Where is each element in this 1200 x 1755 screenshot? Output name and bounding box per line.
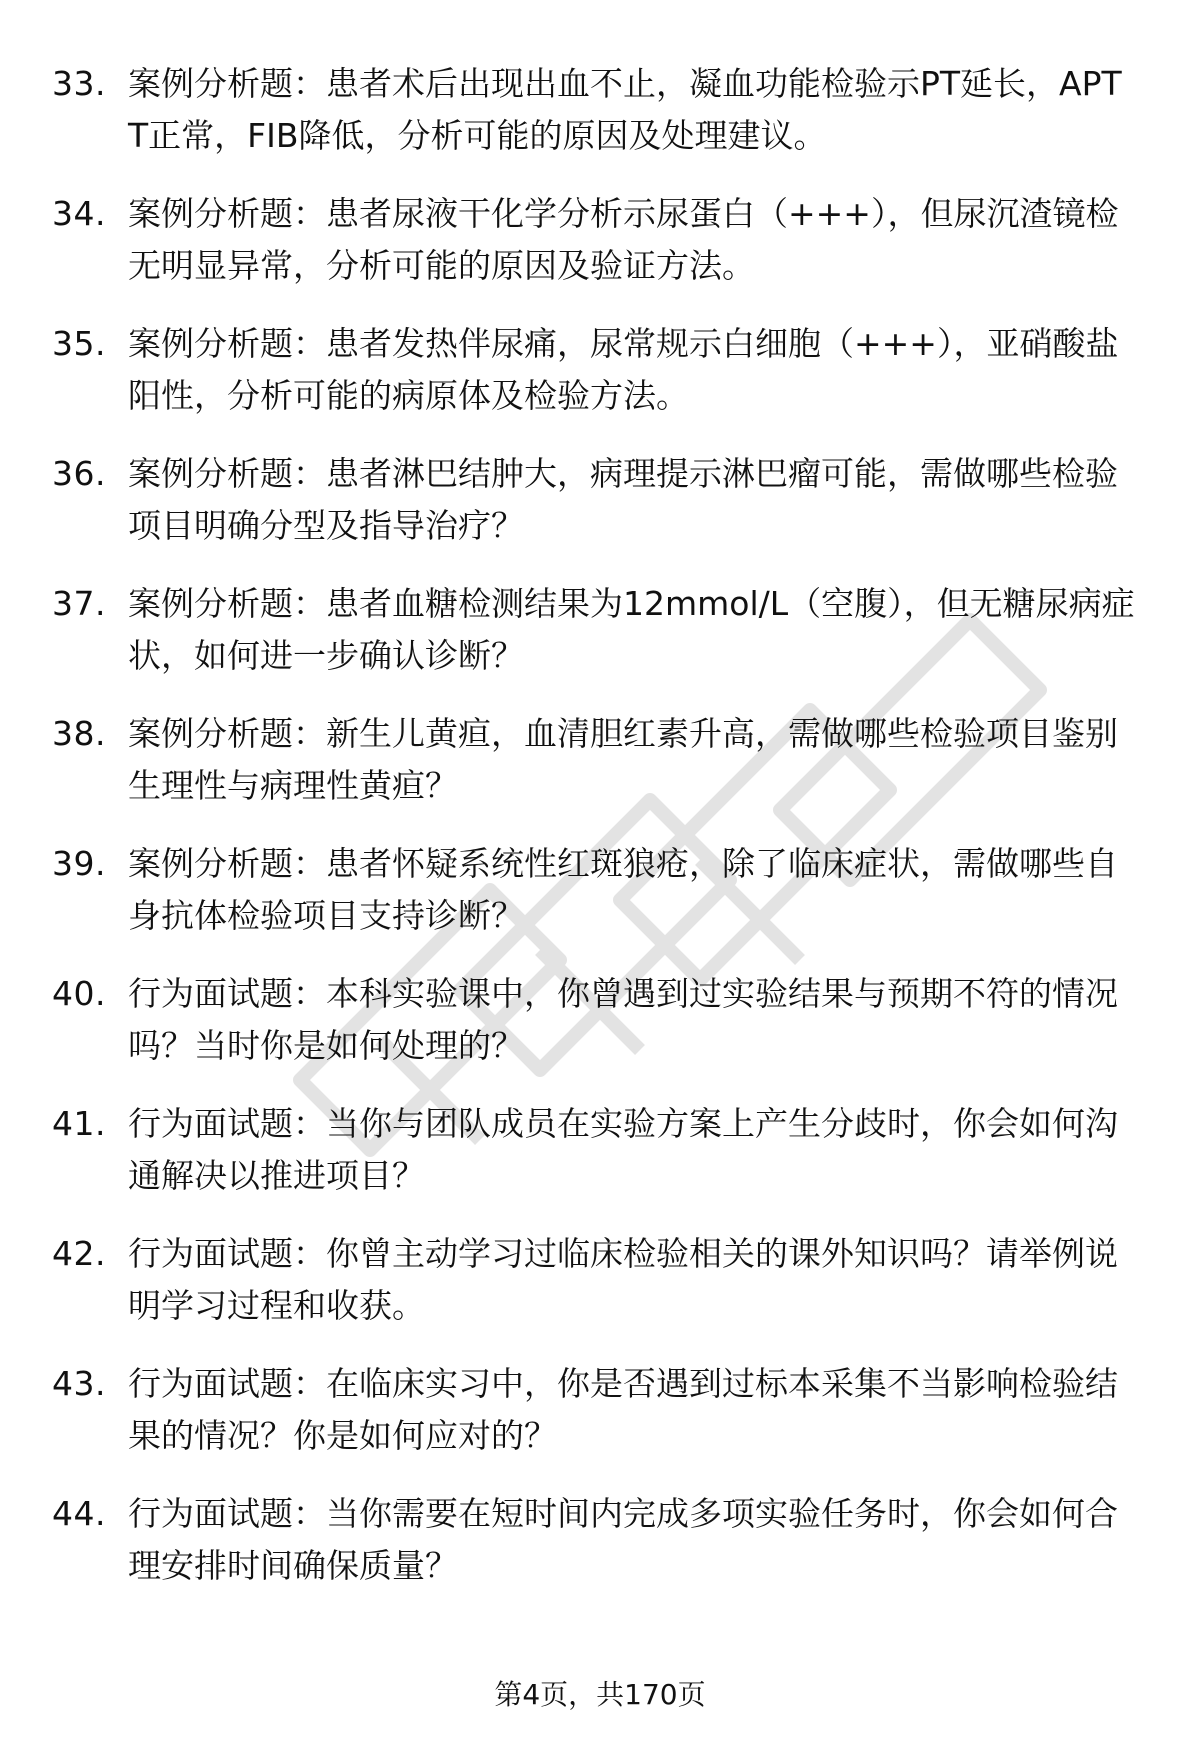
question-number: 42.	[52, 1234, 106, 1273]
question-list	[52, 58, 1152, 1618]
question-number: 40.	[52, 974, 106, 1013]
question-text: 行为面试题：本科实验课中，你曾遇到过实验结果与预期不符的情况吗？当时你是如何处理的？	[128, 974, 1118, 1065]
question-item	[52, 58, 1152, 188]
question-number: 38.	[52, 714, 106, 753]
question-item	[52, 448, 1152, 578]
question-number: 35.	[52, 324, 106, 363]
question-text: 案例分析题：患者发热伴尿痛，尿常规示白细胞（+++），亚硝酸盐阳性，分析可能的病原体及检验方法。	[128, 324, 1119, 415]
question-item	[52, 318, 1152, 448]
question-number: 44.	[52, 1494, 106, 1533]
question-text: 行为面试题：在临床实习中，你是否遇到过标本采集不当影响检验结果的情况？你是如何应对的？	[128, 1364, 1118, 1455]
question-item	[52, 1228, 1152, 1358]
question-number: 36.	[52, 454, 106, 493]
question-number: 34.	[52, 194, 106, 233]
question-number: 33.	[52, 64, 106, 103]
question-text: 案例分析题：患者血糖检测结果为12mmol/L（空腹），但无糖尿病症状，如何进一步确认诊断？	[128, 584, 1135, 675]
question-item	[52, 188, 1152, 318]
question-item	[52, 968, 1152, 1098]
question-number: 39.	[52, 844, 106, 883]
question-text: 行为面试题：当你需要在短时间内完成多项实验任务时，你会如何合理安排时间确保质量？	[128, 1494, 1118, 1585]
question-item	[52, 1488, 1152, 1618]
question-text: 行为面试题：你曾主动学习过临床检验相关的课外知识吗？请举例说明学习过程和收获。	[128, 1234, 1118, 1325]
question-item	[52, 838, 1152, 968]
question-number: 37.	[52, 584, 106, 623]
question-item	[52, 1358, 1152, 1488]
question-item	[52, 578, 1152, 708]
question-text: 案例分析题：新生儿黄疸，血清胆红素升高，需做哪些检验项目鉴别生理性与病理性黄疸？	[128, 714, 1118, 805]
question-item	[52, 708, 1152, 838]
question-number: 41.	[52, 1104, 106, 1143]
question-text: 行为面试题：当你与团队成员在实验方案上产生分歧时，你会如何沟通解决以推进项目？	[128, 1104, 1118, 1195]
question-item	[52, 1098, 1152, 1228]
question-number: 43.	[52, 1364, 106, 1403]
question-text: 案例分析题：患者术后出现出血不止，凝血功能检验示PT延长，APTT正常，FIB降低，分析可能的原因及处理建议。	[128, 64, 1122, 155]
question-text: 案例分析题：患者尿液干化学分析示尿蛋白（+++），但尿沉渣镜检无明显异常，分析可能的原因及验证方法。	[128, 194, 1119, 285]
question-text: 案例分析题：患者怀疑系统性红斑狼疮，除了临床症状，需做哪些自身抗体检验项目支持诊断？	[128, 844, 1118, 935]
page-number-footer: 第4页，共170页	[494, 1678, 706, 1711]
question-text: 案例分析题：患者淋巴结肿大，病理提示淋巴瘤可能，需做哪些检验项目明确分型及指导治疗？	[128, 454, 1118, 545]
